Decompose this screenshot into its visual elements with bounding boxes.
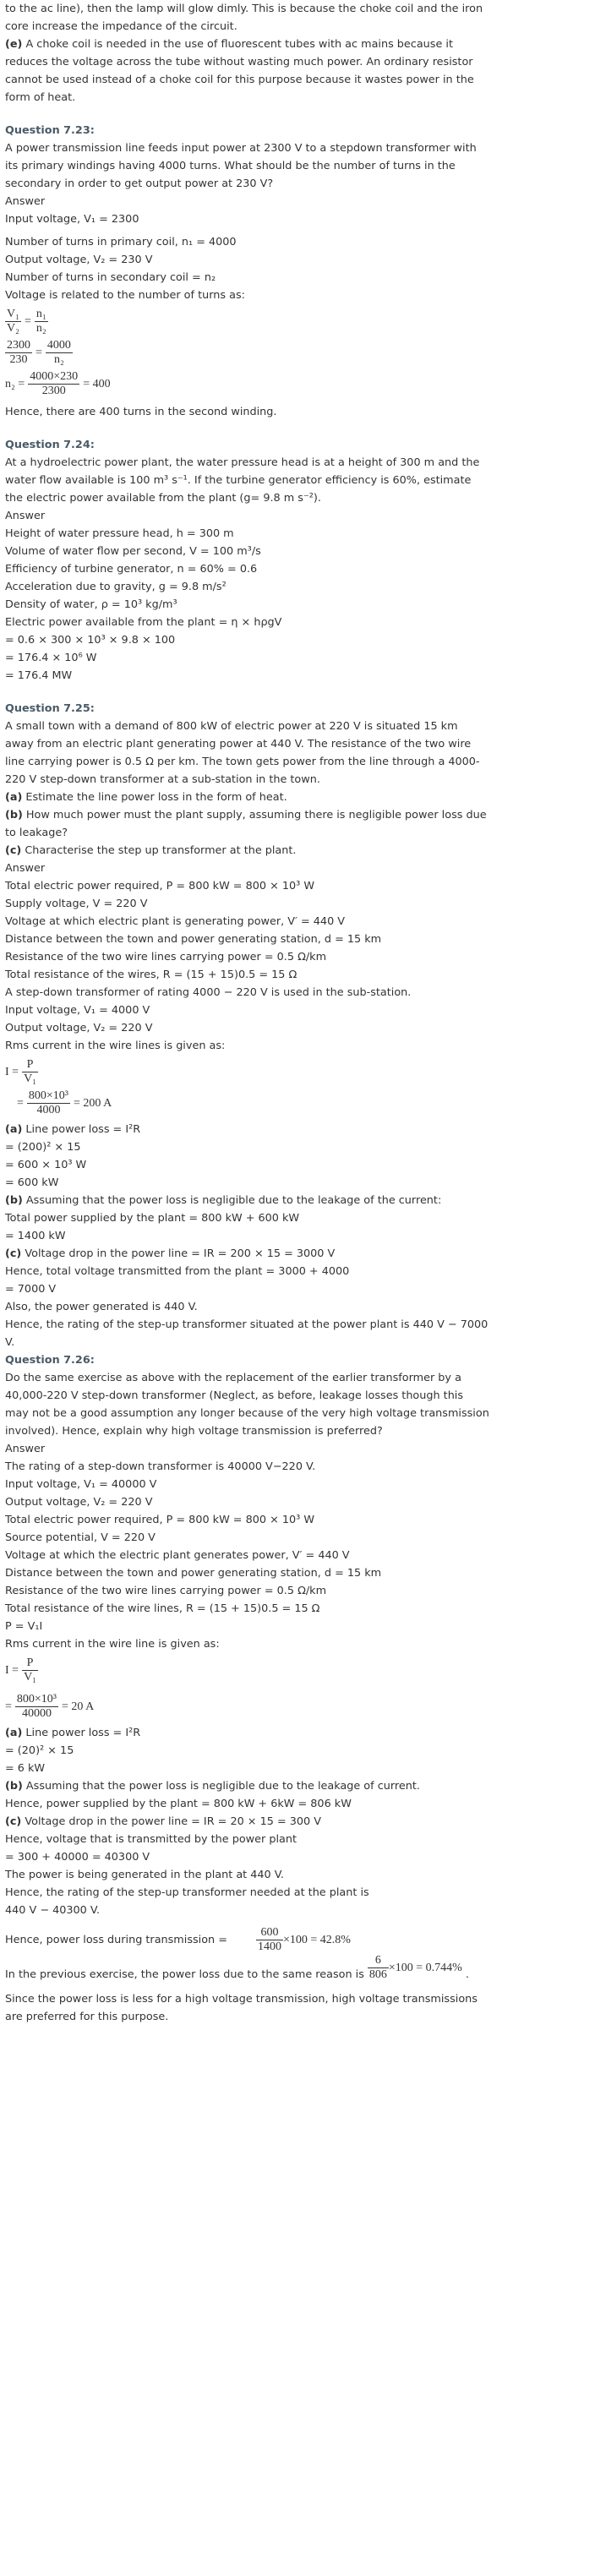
question-line: At a hydroelectric power plant, the water pressure head is at a height of 300 m and the <box>5 456 480 469</box>
part-text: Estimate the line power loss in the form of heat. <box>22 791 287 804</box>
part-label: (b) <box>5 1780 23 1793</box>
denominator: 40000 <box>15 1706 58 1721</box>
answer-line: Number of turns in secondary coil = n₂ <box>5 271 216 284</box>
part-e-line-1 <box>5 35 590 53</box>
answer-line: Efficiency of turbine generator, n = 60% = 0.6 <box>5 563 258 576</box>
question-line: away from an electric plant generating power at 440 V. The resistance of the two wire <box>5 738 472 750</box>
answer-line: = 7000 V <box>5 1283 57 1296</box>
equation-rhs: ×100 = 42.8% <box>282 1933 351 1946</box>
answer-line: V. <box>5 1336 15 1349</box>
equation-rhs: ×100 = 0.744% <box>388 1961 462 1974</box>
fraction <box>368 1954 389 1982</box>
answer-label: Answer <box>5 862 46 875</box>
question-line: A small town with a demand of 800 kW of electric power at 220 V is situated 15 km <box>5 720 458 733</box>
question-part-b <box>5 806 590 824</box>
answer-line: Source potential, V = 220 V <box>5 1531 156 1544</box>
numerator: 800×10³ <box>16 1693 57 1706</box>
numerator: 800×10³ <box>28 1089 68 1102</box>
numerator: 6 <box>374 1954 381 1967</box>
answer-line: = (20)² × 15 <box>5 1744 74 1757</box>
answer-line: 440 V − 40300 V. <box>5 1904 101 1917</box>
answer-line: Output voltage, V₂ = 220 V <box>5 1022 153 1034</box>
fraction <box>27 1089 70 1117</box>
numerator: 600 <box>260 1926 279 1939</box>
answer-line: The power is being generated in the plant at 440 V. <box>5 1869 284 1881</box>
answer-line: Acceleration due to gravity, g = 9.8 m/s² <box>5 581 227 593</box>
numerator: n₁ <box>35 308 46 320</box>
denominator: V₂ <box>7 322 19 335</box>
numerator: 4000×230 <box>30 370 79 383</box>
conclusion: Hence, there are 400 turns in the second winding. <box>5 406 277 418</box>
denominator: V₁ <box>24 1072 37 1085</box>
previous-loss-line <box>5 1954 590 1990</box>
equals-sign: = <box>25 314 31 328</box>
answer-line: Density of water, ρ = 10³ kg/m³ <box>5 598 177 611</box>
part-label: (c) <box>5 1247 22 1260</box>
answer-line: Input voltage, V₁ = 40000 V <box>5 1478 157 1491</box>
answer-line: Hence, power supplied by the plant = 800 kW + 6kW = 806 kW <box>5 1798 352 1810</box>
answer-line: Resistance of the two wire lines carrying power = 0.5 Ω/km <box>5 1585 327 1597</box>
fraction <box>256 1926 283 1954</box>
answer-line: Height of water pressure head, h = 300 m <box>5 527 234 540</box>
fraction <box>15 1693 58 1721</box>
part-e-label: (e) <box>5 38 23 51</box>
answer-line: Electric power available from the plant = η × hρgV <box>5 616 282 629</box>
fraction <box>22 1058 38 1086</box>
part-label: (c) <box>5 844 22 857</box>
answer-line: Rms current in the wire lines is given as: <box>5 1040 226 1052</box>
answer-line: Rms current in the wire line is given as: <box>5 1638 220 1651</box>
question-title: Question 7.25: <box>5 702 95 715</box>
numerator: V₁ <box>7 308 19 320</box>
answer-line: Supply voltage, V = 220 V <box>5 898 148 910</box>
part-text: Assuming that the power loss is negligible due to the leakage of the current: <box>22 1194 442 1207</box>
denominator: 806 <box>368 1968 387 1981</box>
question-title: Question 7.26: <box>5 1354 95 1367</box>
answer-line: Total resistance of the wire lines, R = (15 + 15)0.5 = 15 Ω <box>5 1602 320 1615</box>
denominator: V₁ <box>24 1671 37 1684</box>
answer-line: A step-down transformer of rating 4000 − 220 V is used in the sub-station. <box>5 986 412 999</box>
answer-line: = 0.6 × 300 × 10³ × 9.8 × 100 <box>5 634 176 647</box>
part-e-line-4: form of heat. <box>5 91 76 104</box>
answer-line: = 600 kW <box>5 1176 59 1189</box>
part-label: (b) <box>5 809 23 821</box>
answer-line: Voltage at which electric plant is generating power, V′ = 440 V <box>5 915 346 928</box>
question-7-23 <box>5 122 590 421</box>
fraction <box>46 339 73 367</box>
answer-part-b <box>5 1777 590 1795</box>
final-line: are preferred for this purpose. <box>5 2011 169 2023</box>
intro-section <box>5 0 590 106</box>
answer-part-c <box>5 1245 590 1263</box>
equation-lhs: = <box>17 1096 24 1110</box>
fraction <box>28 370 79 398</box>
part-text: Characterise the step up transformer at the plant. <box>21 844 297 857</box>
equation-lhs: = <box>5 1700 12 1713</box>
answer-line: Total electric power required, P = 800 kW = 800 × 10³ W <box>5 880 315 892</box>
answer-line: = 6 kW <box>5 1762 46 1775</box>
denominator: 230 <box>5 352 32 367</box>
answer-line: = 1400 kW <box>5 1230 66 1242</box>
denominator: 4000 <box>27 1103 70 1117</box>
answer-part-b <box>5 1192 590 1209</box>
part-e-line-3: cannot be used instead of a choke coil for this purpose because it wastes power in the <box>5 74 474 86</box>
power-loss-line <box>5 1924 590 1956</box>
answer-line: = 176.4 × 10⁶ W <box>5 652 97 664</box>
part-label: (c) <box>5 1815 22 1828</box>
answer-line: Hence, the rating of the step-up transformer situated at the power plant is 440 V − 7000 <box>5 1318 489 1331</box>
question-line: Do the same exercise as above with the replacement of the earlier transformer by a <box>5 1372 461 1384</box>
answer-line: Distance between the town and power generating station, d = 15 km <box>5 1567 382 1580</box>
numerator: 4000 <box>46 339 71 352</box>
answer-label: Answer <box>5 1443 46 1455</box>
answer-line: = 176.4 MW <box>5 669 73 682</box>
equation-ratio <box>5 306 590 400</box>
question-line: its primary windings having 4000 turns. What should be the number of turns in the <box>5 160 456 172</box>
equation-current <box>5 1655 590 1722</box>
equation-rhs: = 200 A <box>74 1096 112 1110</box>
equation-lhs: I = <box>5 1065 19 1078</box>
numerator: P <box>26 1058 34 1071</box>
answer-part-c <box>5 1813 590 1831</box>
fraction <box>35 308 48 336</box>
answer-line: Output voltage, V₂ = 230 V <box>5 254 153 266</box>
previous-loss-equation <box>368 1954 462 1982</box>
fraction <box>5 308 21 336</box>
intro-line-2: core increase the impedance of the circuit. <box>5 20 237 33</box>
answer-line: Total electric power required, P = 800 kW = 800 × 10³ W <box>5 1514 315 1526</box>
question-line: water flow available is 100 m³ s⁻¹. If the turbine generator efficiency is 60%, estimate <box>5 474 472 487</box>
question-line: line carrying power is 0.5 Ω per km. The town gets power from the line through a 4000- <box>5 756 480 768</box>
denominator: n₂ <box>35 322 46 335</box>
equation-rhs: = 400 <box>83 377 111 390</box>
question-line: 220 V step-down transformer at a sub-station in the town. <box>5 773 320 786</box>
part-text: How much power must the plant supply, assuming there is negligible power loss due <box>22 809 487 821</box>
answer-line: Total resistance of the wires, R = (15 + 15)0.5 = 15 Ω <box>5 969 298 981</box>
answer-line: Hence, voltage that is transmitted by the power plant <box>5 1833 297 1846</box>
final-line: Since the power loss is less for a high voltage transmission, high voltage transmissions <box>5 1993 478 2006</box>
part-e-line-2: reduces the voltage across the tube without wasting much power. An ordinary resistor <box>5 56 473 68</box>
question-7-24 <box>5 436 590 685</box>
answer-line: Hence, the rating of the step-up transformer needed at the plant is <box>5 1886 369 1899</box>
equation-lhs: n₂ = <box>5 377 25 390</box>
answer-line: Resistance of the two wire lines carrying power = 0.5 Ω/km <box>5 951 327 963</box>
power-loss-text: Hence, power loss during transmission = <box>5 1934 227 1946</box>
equation-current <box>5 1056 590 1119</box>
question-line: 40,000-220 V step-down transformer (Neglect, as before, leakage losses though this <box>5 1389 464 1402</box>
answer-line: Input voltage, V₁ = 2300 <box>5 213 139 226</box>
part-label: (a) <box>5 1727 23 1739</box>
answer-line: Input voltage, V₁ = 4000 V <box>5 1004 150 1017</box>
answer-line: The rating of a step-down transformer is 40000 V−220 V. <box>5 1460 316 1473</box>
denominator: 2300 <box>28 384 79 398</box>
answer-line: Voltage is related to the number of turns as: <box>5 289 245 302</box>
part-e-text: A choke coil is needed in the use of fluorescent tubes with ac mains because it <box>22 38 453 51</box>
question-line: secondary in order to get output power at 230 V? <box>5 177 274 190</box>
power-loss-equation <box>256 1926 351 1954</box>
equation-rhs: = 20 A <box>62 1700 95 1713</box>
answer-line: Total power supplied by the plant = 800 kW + 600 kW <box>5 1212 300 1225</box>
answer-line: Also, the power generated is 440 V. <box>5 1301 198 1313</box>
numerator: P <box>26 1656 34 1669</box>
answer-label: Answer <box>5 510 46 522</box>
answer-line: = 600 × 10³ W <box>5 1159 87 1171</box>
answer-part-a <box>5 1121 590 1138</box>
equals-sign: = <box>35 346 42 359</box>
sentence-period: . <box>465 1968 469 1981</box>
intro-line-1: to the ac line), then the lamp will glow dimly. This is because the choke coil and the iron <box>5 3 483 15</box>
question-line: A power transmission line feeds input power at 2300 V to a stepdown transformer with <box>5 142 477 155</box>
question-line: the electric power available from the plant (g= 9.8 m s⁻²). <box>5 492 321 505</box>
question-line: may not be a good assumption any longer because of the very high voltage transmission <box>5 1407 489 1420</box>
answer-line: = 300 + 40000 = 40300 V <box>5 1851 150 1864</box>
fraction <box>22 1656 38 1684</box>
fraction <box>5 339 32 367</box>
question-line: involved). Hence, explain why high voltage transmission is preferred? <box>5 1425 383 1438</box>
part-label: (a) <box>5 791 23 804</box>
question-7-26 <box>5 1351 590 2026</box>
answer-line: Number of turns in primary coil, n₁ = 4000 <box>5 236 237 248</box>
question-title: Question 7.24: <box>5 439 95 451</box>
equation-lhs: I = <box>5 1663 19 1677</box>
answer-line: Voltage at which the electric plant generates power, V′ = 440 V <box>5 1549 350 1562</box>
previous-loss-text: In the previous exercise, the power loss due to the same reason is <box>5 1968 364 1981</box>
question-part-b-cont: to leakage? <box>5 827 68 839</box>
question-part-c <box>5 842 590 860</box>
question-part-a <box>5 789 590 806</box>
answer-line: Distance between the town and power generating station, d = 15 km <box>5 933 382 946</box>
question-7-25 <box>5 700 590 1351</box>
denominator: 1400 <box>257 1940 281 1953</box>
part-text: Line power loss = I²R <box>22 1727 141 1739</box>
denominator: n₂ <box>46 352 73 367</box>
answer-part-a <box>5 1724 590 1742</box>
part-label: (a) <box>5 1123 23 1136</box>
answer-label: Answer <box>5 195 46 208</box>
answer-line: Hence, total voltage transmitted from the plant = 3000 + 4000 <box>5 1265 350 1278</box>
part-text: Assuming that the power loss is negligible due to the leakage of current. <box>22 1780 420 1793</box>
part-text: Voltage drop in the power line = IR = 200 × 15 = 3000 V <box>21 1247 336 1260</box>
part-text: Voltage drop in the power line = IR = 20 × 15 = 300 V <box>21 1815 321 1828</box>
answer-line: = (200)² × 15 <box>5 1141 81 1154</box>
question-title: Question 7.23: <box>5 124 95 137</box>
answer-line: Volume of water flow per second, V = 100 m³/s <box>5 545 261 558</box>
part-label: (b) <box>5 1194 23 1207</box>
numerator: 2300 <box>7 339 30 352</box>
part-text: Line power loss = I²R <box>22 1123 141 1136</box>
answer-line: P = V₁I <box>5 1620 43 1633</box>
answer-line: Output voltage, V₂ = 220 V <box>5 1496 153 1509</box>
